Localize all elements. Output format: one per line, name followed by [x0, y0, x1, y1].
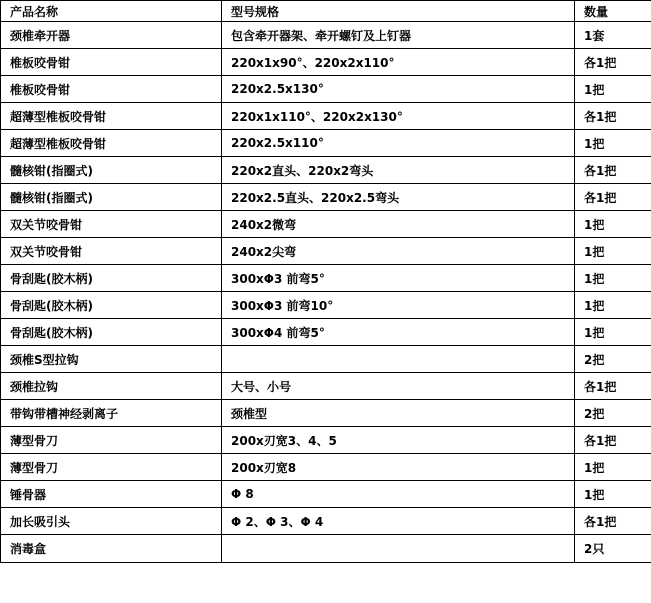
- table-row: [1, 508, 651, 535]
- table-row: [1, 49, 651, 76]
- table-row: [1, 454, 651, 481]
- cell-spec: Φ 8: [222, 481, 575, 508]
- header-model-spec: 型号规格: [222, 1, 575, 22]
- cell-qty: 各1把: [575, 184, 651, 211]
- cell-name: 双关节咬骨钳: [1, 211, 222, 238]
- cell-spec: 220x1x110°、220x2x130°: [222, 103, 575, 130]
- cell-spec: 300xΦ3 前弯10°: [222, 292, 575, 319]
- table-row: [1, 76, 651, 103]
- cell-name: 薄型骨刀: [1, 427, 222, 454]
- cell-qty: 1把: [575, 454, 651, 481]
- cell-name: 加长吸引头: [1, 508, 222, 535]
- cell-qty: 各1把: [575, 508, 651, 535]
- cell-name: 消毒盒: [1, 535, 222, 563]
- cell-qty: 各1把: [575, 427, 651, 454]
- cell-qty: 2把: [575, 346, 651, 373]
- cell-spec: 220x2.5x110°: [222, 130, 575, 157]
- table-row: [1, 292, 651, 319]
- table-row: [1, 130, 651, 157]
- cell-qty: 1把: [575, 130, 651, 157]
- cell-spec: 220x2直头、220x2弯头: [222, 157, 575, 184]
- cell-qty: 2只: [575, 535, 651, 563]
- table-row: [1, 184, 651, 211]
- cell-name: 髓核钳(指圈式): [1, 157, 222, 184]
- table-row: [1, 481, 651, 508]
- cell-name: 髓核钳(指圈式): [1, 184, 222, 211]
- table-row: [1, 103, 651, 130]
- cell-qty: 各1把: [575, 49, 651, 76]
- table-row: [1, 427, 651, 454]
- header-quantity: 数量: [575, 1, 651, 22]
- cell-qty: 1套: [575, 22, 651, 49]
- cell-spec: 300xΦ3 前弯5°: [222, 265, 575, 292]
- cell-name: 椎板咬骨钳: [1, 76, 222, 103]
- cell-spec: Φ 2、Φ 3、Φ 4: [222, 508, 575, 535]
- table-header-row: [1, 1, 651, 22]
- header-product-name: 产品名称: [1, 1, 222, 22]
- table-row: [1, 319, 651, 346]
- cell-spec: 200x刃宽8: [222, 454, 575, 481]
- table-row: [1, 373, 651, 400]
- cell-spec: 220x2.5x130°: [222, 76, 575, 103]
- cell-spec: 颈椎型: [222, 400, 575, 427]
- cell-name: 骨刮匙(胶木柄): [1, 265, 222, 292]
- table-row: [1, 346, 651, 373]
- table-row: [1, 238, 651, 265]
- cell-qty: 1把: [575, 319, 651, 346]
- cell-spec: 包含牵开器架、牵开螺钉及上钉器: [222, 22, 575, 49]
- cell-qty: 1把: [575, 292, 651, 319]
- table-row: [1, 265, 651, 292]
- table-row: [1, 211, 651, 238]
- cell-spec: 240x2尖弯: [222, 238, 575, 265]
- cell-name: 颈椎S型拉钩: [1, 346, 222, 373]
- cell-spec: 200x刃宽3、4、5: [222, 427, 575, 454]
- cell-qty: 1把: [575, 211, 651, 238]
- cell-name: 超薄型椎板咬骨钳: [1, 103, 222, 130]
- cell-spec: 220x2.5直头、220x2.5弯头: [222, 184, 575, 211]
- cell-name: 薄型骨刀: [1, 454, 222, 481]
- cell-name: 双关节咬骨钳: [1, 238, 222, 265]
- cell-name: 骨刮匙(胶木柄): [1, 292, 222, 319]
- cell-qty: 1把: [575, 481, 651, 508]
- table-row: [1, 400, 651, 427]
- cell-spec: 300xΦ4 前弯5°: [222, 319, 575, 346]
- table-row: [1, 157, 651, 184]
- cell-qty: 1把: [575, 265, 651, 292]
- cell-spec: 大号、小号: [222, 373, 575, 400]
- cell-spec: [222, 535, 575, 563]
- cell-qty: 各1把: [575, 373, 651, 400]
- cell-qty: 各1把: [575, 157, 651, 184]
- cell-name: 椎板咬骨钳: [1, 49, 222, 76]
- cell-name: 颈椎牵开器: [1, 22, 222, 49]
- cell-name: 超薄型椎板咬骨钳: [1, 130, 222, 157]
- cell-name: 骨刮匙(胶木柄): [1, 319, 222, 346]
- cell-name: 颈椎拉钩: [1, 373, 222, 400]
- cell-name: 锤骨器: [1, 481, 222, 508]
- table-row: [1, 535, 651, 563]
- cell-spec: [222, 346, 575, 373]
- cell-qty: 1把: [575, 238, 651, 265]
- cell-qty: 2把: [575, 400, 651, 427]
- cell-qty: 各1把: [575, 103, 651, 130]
- cell-spec: 240x2微弯: [222, 211, 575, 238]
- cell-spec: 220x1x90°、220x2x110°: [222, 49, 575, 76]
- cell-name: 带钩带槽神经剥离子: [1, 400, 222, 427]
- cell-qty: 1把: [575, 76, 651, 103]
- table-row: [1, 22, 651, 49]
